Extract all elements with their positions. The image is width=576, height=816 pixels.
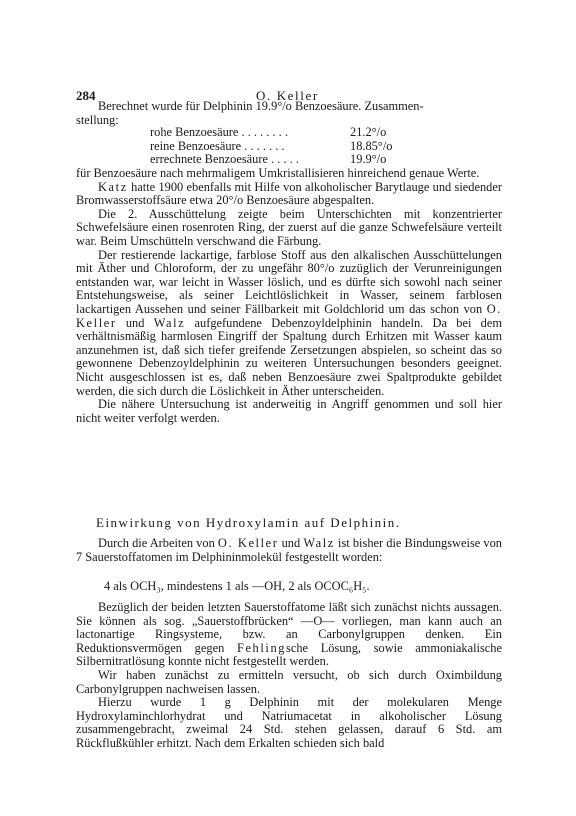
table-row <box>150 153 410 167</box>
text-run: Bezüglich der beiden letzten Sauerstoffatome läßt sich zunächst nichts aussagen. Sie können als sog. „Sauerstoffbrücken“ —O— vorliegen, man kann auch an lactonartige Ringsysteme, bzw. an Carbonylgruppen denken. Ein Reduktionsvermögen gegen <box>76 600 502 655</box>
paragraph: Die nähere Untersuchung ist anderweitig in Angriff genommen und soll hier nicht weiter verfolgt werden. <box>76 397 502 425</box>
author-name: Walz <box>303 536 335 550</box>
section-heading: Einwirkung von Hydroxylamin auf Delphinin. <box>96 515 401 530</box>
author-name: Katz <box>98 179 128 194</box>
running-header-author: O. Keller <box>256 88 319 103</box>
paragraph: Die 2. Ausschüttelung zeigte beim Unterschichten mit konzentrierter Schwefelsäure einen rosenroten Ring, der zuerst auf die ganze Schwefelsäure verteilt war. Beim Umschütteln verschwand die Färbung. <box>76 206 502 248</box>
row-value: 21.2°/o <box>350 125 387 139</box>
table-row <box>150 126 410 140</box>
paragraph: für Benzoesäure nach mehrmaligem Umkristallisieren hinreichend genaue Werte. <box>76 166 480 180</box>
row-value: 19.9°/o <box>350 152 387 167</box>
text-run: ist bisher die Bindungsweise von 7 Sauerstoffatomen im Delphininmolekül festgestellt worden: <box>76 536 502 564</box>
row-value: 18.85°/o <box>350 138 393 153</box>
text-run: Durch die Arbeiten von <box>98 536 218 550</box>
author-name: O. Keller <box>76 301 502 330</box>
author-name: Fehling <box>236 640 287 655</box>
paragraph <box>76 181 502 208</box>
page-number: 284 <box>76 88 96 103</box>
paragraph: Hierzu wurde 1 g Delphinin mit der molekularen Menge Hydroxylaminchlorhydrat und Natriumacetat in alkoholischer Lösung zusammengebracht, zweimal 24 Std. stehen gelassen, darauf 6 Std. am Rückflußkühler erhitzt. Nach dem Erkalten schieden sich bald <box>76 695 502 750</box>
section-intro <box>76 537 502 564</box>
text-run: Der restierende lackartige, farblose Stoff aus den alkalischen Ausschüttelungen mit Äther und Chloroform, der zu ungefähr 80°/o zuzüglich der Verunreinigungen entstanden war, war leicht in Wasser löslich, und es dürfte sich sowohl nach seiner Entstehungsweise, als seiner Leichtlöslichkeit in Wasser, seinem farblosen lackartigen Aussehen und seiner Fällbarkeit mit Goldchlorid um das schon von <box>76 247 502 316</box>
discussion-section <box>76 601 502 751</box>
table-row <box>150 140 410 154</box>
paragraph: Wir haben zunächst zu ermitteln versucht, ob sich durch Oximbildung Carbonylgruppen nachweisen lassen. <box>76 667 502 696</box>
benzoic-acid-table <box>150 126 410 167</box>
paragraph <box>76 601 502 669</box>
text-line <box>76 100 502 127</box>
intro-paragraph <box>76 100 502 127</box>
row-label: reine Benzoesäure . . . . . . . <box>150 139 285 153</box>
text-run: und <box>278 536 304 550</box>
row-label: errechnete Benzoesäure . . . . . <box>150 153 299 167</box>
text-run: stellung: <box>76 112 119 127</box>
text-run: und <box>116 315 154 330</box>
results-section <box>76 167 502 425</box>
text-run: hatte 1900 ebenfalls mit Hilfe von alkoholischer Barytlauge und siedender Bromwasserstoffsäure etwa 20°/o Benzoesäure abgespalten. <box>76 179 502 208</box>
text-run: Berechnet wurde für Delphinin 19.9°/o Benzoesäure. Zusammen- <box>98 99 424 113</box>
author-name: O. Keller <box>217 536 279 550</box>
text-run: aufgefundene Debenzoyldelphinin handeln. Da bei dem verhältnismäßig harmlosen Eingriff der Spaltung durch Erhitzen mit Wasser kaum anzunehmen ist, daß sich tiefer greifende Zersetzungen abspielen, so scheint das so gewonnene Debenzoyldelphinin zu weiteren Untersuchungen besonders geeignet. Nicht ausgeschlossen ist es, daß neben Benzoesäure zwei Spaltprodukte gebildet werden, die sich durch die Löslichkeit in Äther unterscheiden. <box>76 315 502 398</box>
row-label: rohe Benzoesäure . . . . . . . . <box>150 126 288 139</box>
text-run: sche Lösung, sowie ammoniakalische Silbernitratlösung konnte nicht festgestellt werden. <box>76 640 502 669</box>
paragraph <box>76 249 502 399</box>
oxygen-formula: 4 als OCH₃, mindestens 1 als —OH, 2 als OCOC₆H₅. <box>104 579 370 593</box>
paragraph <box>76 537 502 564</box>
author-name: Walz <box>153 315 186 330</box>
